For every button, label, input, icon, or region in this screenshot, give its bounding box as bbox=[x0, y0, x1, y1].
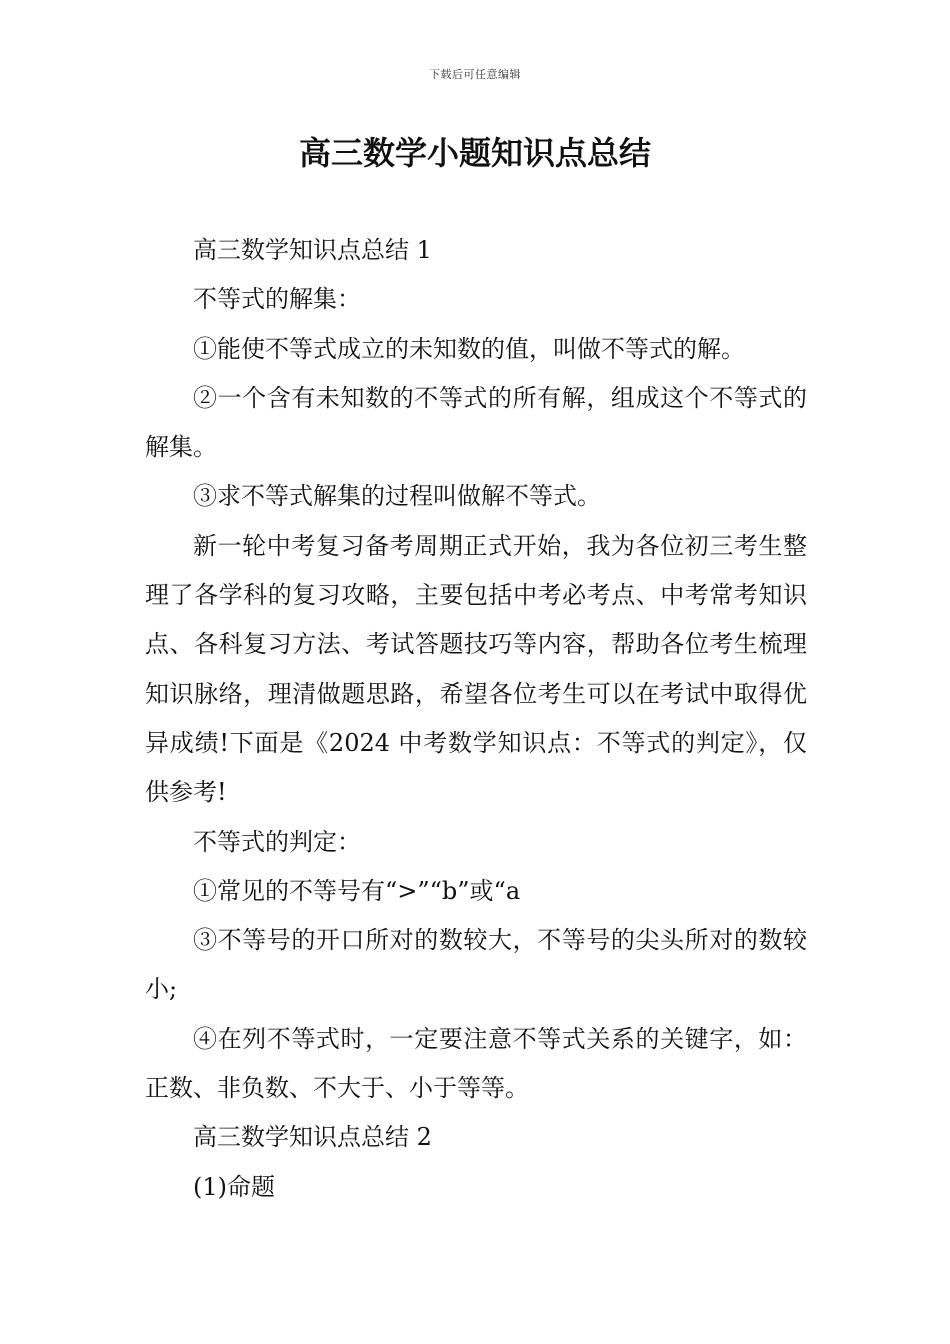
document-title: 高三数学小题知识点总结 bbox=[298, 134, 651, 172]
paragraph: ②一个含有未知数的不等式的所有解，组成这个不等式的解集。 bbox=[145, 383, 807, 462]
paragraph: 新一轮中考复习备考周期正式开始，我为各位初三考生整理了各学科的复习攻略，主要包括中考必考点、中考常考知识点、各科复习方法、考试答题技巧等内容，帮助各位考生梳理知识脉络，理清做题思路，希望各位考生可以在考试中取得优异成绩!下面是《2024 中考数学知识点：不等式的判定》，仅供参考! bbox=[145, 531, 807, 807]
paragraph: ③不等号的开口所对的数较大，不等号的尖头所对的数较小; bbox=[145, 926, 807, 1004]
paragraph-section-heading-1: 高三数学知识点总结 1 bbox=[193, 236, 432, 264]
paragraph-section-heading-2: 高三数学知识点总结 2 bbox=[193, 1123, 432, 1152]
paragraph: ①能使不等式成立的未知数的值，叫做不等式的解。 bbox=[193, 334, 745, 363]
paragraph: ④在列不等式时，一定要注意不等式关系的关键字，如：正数、非负数、不大于、小于等等。 bbox=[145, 1024, 807, 1103]
paragraph: (1)命题 bbox=[193, 1172, 275, 1201]
page-header-note: 下载后可任意编辑 bbox=[429, 68, 521, 81]
paragraph: 不等式的判定： bbox=[193, 827, 361, 856]
paragraph: ①常见的不等号有“>”“b”或“a bbox=[193, 876, 521, 905]
paragraph: 不等式的解集： bbox=[193, 285, 361, 314]
document-body bbox=[145, 226, 807, 1212]
paragraph: ③求不等式解集的过程叫做解不等式。 bbox=[193, 482, 601, 511]
